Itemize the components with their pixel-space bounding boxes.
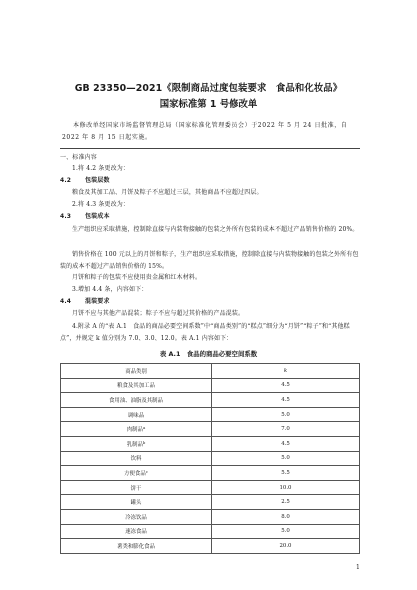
clause-title: 包装层数 bbox=[85, 177, 110, 184]
category-label: 调味品 bbox=[127, 412, 145, 419]
category-label: 饼干 bbox=[130, 485, 142, 492]
table-row bbox=[61, 539, 360, 554]
footnote-marker: b bbox=[142, 439, 146, 445]
column-header: k bbox=[212, 364, 360, 379]
category-label: 罐头 bbox=[130, 500, 142, 507]
k-value-cell: 4.5 bbox=[212, 436, 360, 451]
category-label: 方便食品 bbox=[124, 470, 146, 477]
clause-number: 4.4 bbox=[60, 298, 72, 305]
k-value-cell: 4.5 bbox=[212, 393, 360, 408]
category-label: 肉制品 bbox=[126, 427, 143, 434]
k-value-cell: 2.5 bbox=[212, 495, 360, 510]
k-value-cell: 20.0 bbox=[212, 539, 360, 554]
k-value-cell: 5.0 bbox=[212, 451, 360, 466]
category-cell bbox=[61, 407, 212, 422]
clause-number: 4.3 bbox=[60, 213, 72, 220]
k-value-cell: 10.0 bbox=[212, 480, 360, 495]
column-header: 商品类别 bbox=[61, 364, 212, 379]
table-header-row bbox=[61, 364, 360, 379]
k-value-cell: 5.0 bbox=[212, 407, 360, 422]
category-cell bbox=[61, 480, 212, 495]
list-item: 1.将 4.2 条更改为： bbox=[72, 165, 130, 172]
table-caption: 表 A.1 食品的商品必要空间系数 bbox=[159, 350, 258, 358]
clause-title: 混装要求 bbox=[85, 298, 110, 305]
clause-heading bbox=[60, 176, 364, 186]
category-cell bbox=[61, 451, 212, 466]
category-cell bbox=[61, 422, 212, 437]
k-value-cell: 5.5 bbox=[212, 466, 360, 481]
category-label: 食用油、油脂及其制品 bbox=[109, 397, 163, 404]
category-cell bbox=[61, 393, 212, 408]
k-value-cell: 7.0 bbox=[212, 422, 360, 437]
paragraph: 销售价格在 100 元以上的月饼和粽子，生产组织应采取措施，控制除直接与内装物接触的包装之外所有包装的成本不超过产品销售价格的 15%。 bbox=[60, 251, 359, 270]
category-label: 乳制品 bbox=[126, 441, 143, 448]
paragraph: 月饼和粽子的包装不应使用贵金属和红木材料。 bbox=[72, 274, 202, 281]
table-row bbox=[61, 378, 360, 393]
table-row bbox=[61, 524, 360, 539]
category-cell bbox=[61, 509, 212, 524]
intro-paragraph: 本修改单经国家市场监督管理总局（国家标准化管理委员会）于2022 年 5 月 24 日批准，自 2022 年 8 月 15 日起实施。 bbox=[62, 122, 348, 141]
k-value-cell: 5.0 bbox=[212, 524, 360, 539]
table-row bbox=[61, 436, 360, 451]
divider bbox=[60, 148, 360, 149]
category-label: 粮食及其加工品 bbox=[117, 383, 155, 390]
category-label: 冷冻饮品 bbox=[125, 514, 147, 521]
clause-number: 4.2 bbox=[60, 177, 72, 184]
paragraph: 粮食及其加工品、月饼及粽子不应超过三层，其他商品不应超过四层。 bbox=[72, 189, 263, 196]
category-cell bbox=[61, 495, 212, 510]
table-row bbox=[61, 422, 360, 437]
table-row bbox=[61, 509, 360, 524]
list-item: 2.将 4.3 条更改为： bbox=[72, 201, 130, 208]
table-row bbox=[61, 407, 360, 422]
table-row bbox=[61, 480, 360, 495]
category-cell bbox=[61, 378, 212, 393]
k-value-cell: 4.5 bbox=[212, 378, 360, 393]
document-title: GB 23350—2021《限制商品过度包装要求 食品和化妆品》 bbox=[74, 83, 343, 94]
category-label: 饮料 bbox=[130, 456, 142, 463]
category-cell bbox=[61, 436, 212, 451]
category-cell bbox=[61, 524, 212, 539]
paragraph: 月饼不应与其他产品混装；粽子不应与超过其价格的产品混装。 bbox=[72, 310, 245, 317]
category-cell bbox=[61, 539, 212, 554]
category-label: 速冻食品 bbox=[125, 529, 147, 536]
page-number: 1 bbox=[356, 564, 360, 571]
footnote-marker: c bbox=[145, 468, 148, 474]
table-row bbox=[61, 495, 360, 510]
footnote-marker: a bbox=[142, 425, 146, 431]
list-item: 3.增加 4.4 条，内容如下： bbox=[72, 286, 148, 293]
table-row bbox=[61, 451, 360, 466]
clause-title: 包装成本 bbox=[85, 213, 110, 220]
section-heading: 一、标准内容 bbox=[60, 154, 97, 161]
table-row bbox=[61, 393, 360, 408]
coefficient-table bbox=[60, 363, 360, 554]
clause-heading bbox=[60, 212, 364, 222]
paragraph: 生产组织应采取措施，控制除直接与内装物接触的包装之外所有包装的成本不超过产品销售价格的 20%。 bbox=[72, 226, 359, 233]
document-subtitle: 国家标准第 1 号修改单 bbox=[159, 99, 258, 110]
clause-heading bbox=[60, 297, 364, 307]
category-label: 薯类和膨化食品 bbox=[117, 543, 155, 550]
category-cell bbox=[61, 466, 212, 481]
k-value-cell: 8.0 bbox=[212, 509, 360, 524]
table-row bbox=[61, 466, 360, 481]
paragraph: 4.附录 A 的“表 A.1 食品的商品必要空间系数”中“商品类别”的“糕点”细分为“月饼”“粽子”和“其他糕点”，并规定 k 值分别为 7.0、3.0、12.0。表 A.1 内容如下： bbox=[60, 323, 350, 342]
